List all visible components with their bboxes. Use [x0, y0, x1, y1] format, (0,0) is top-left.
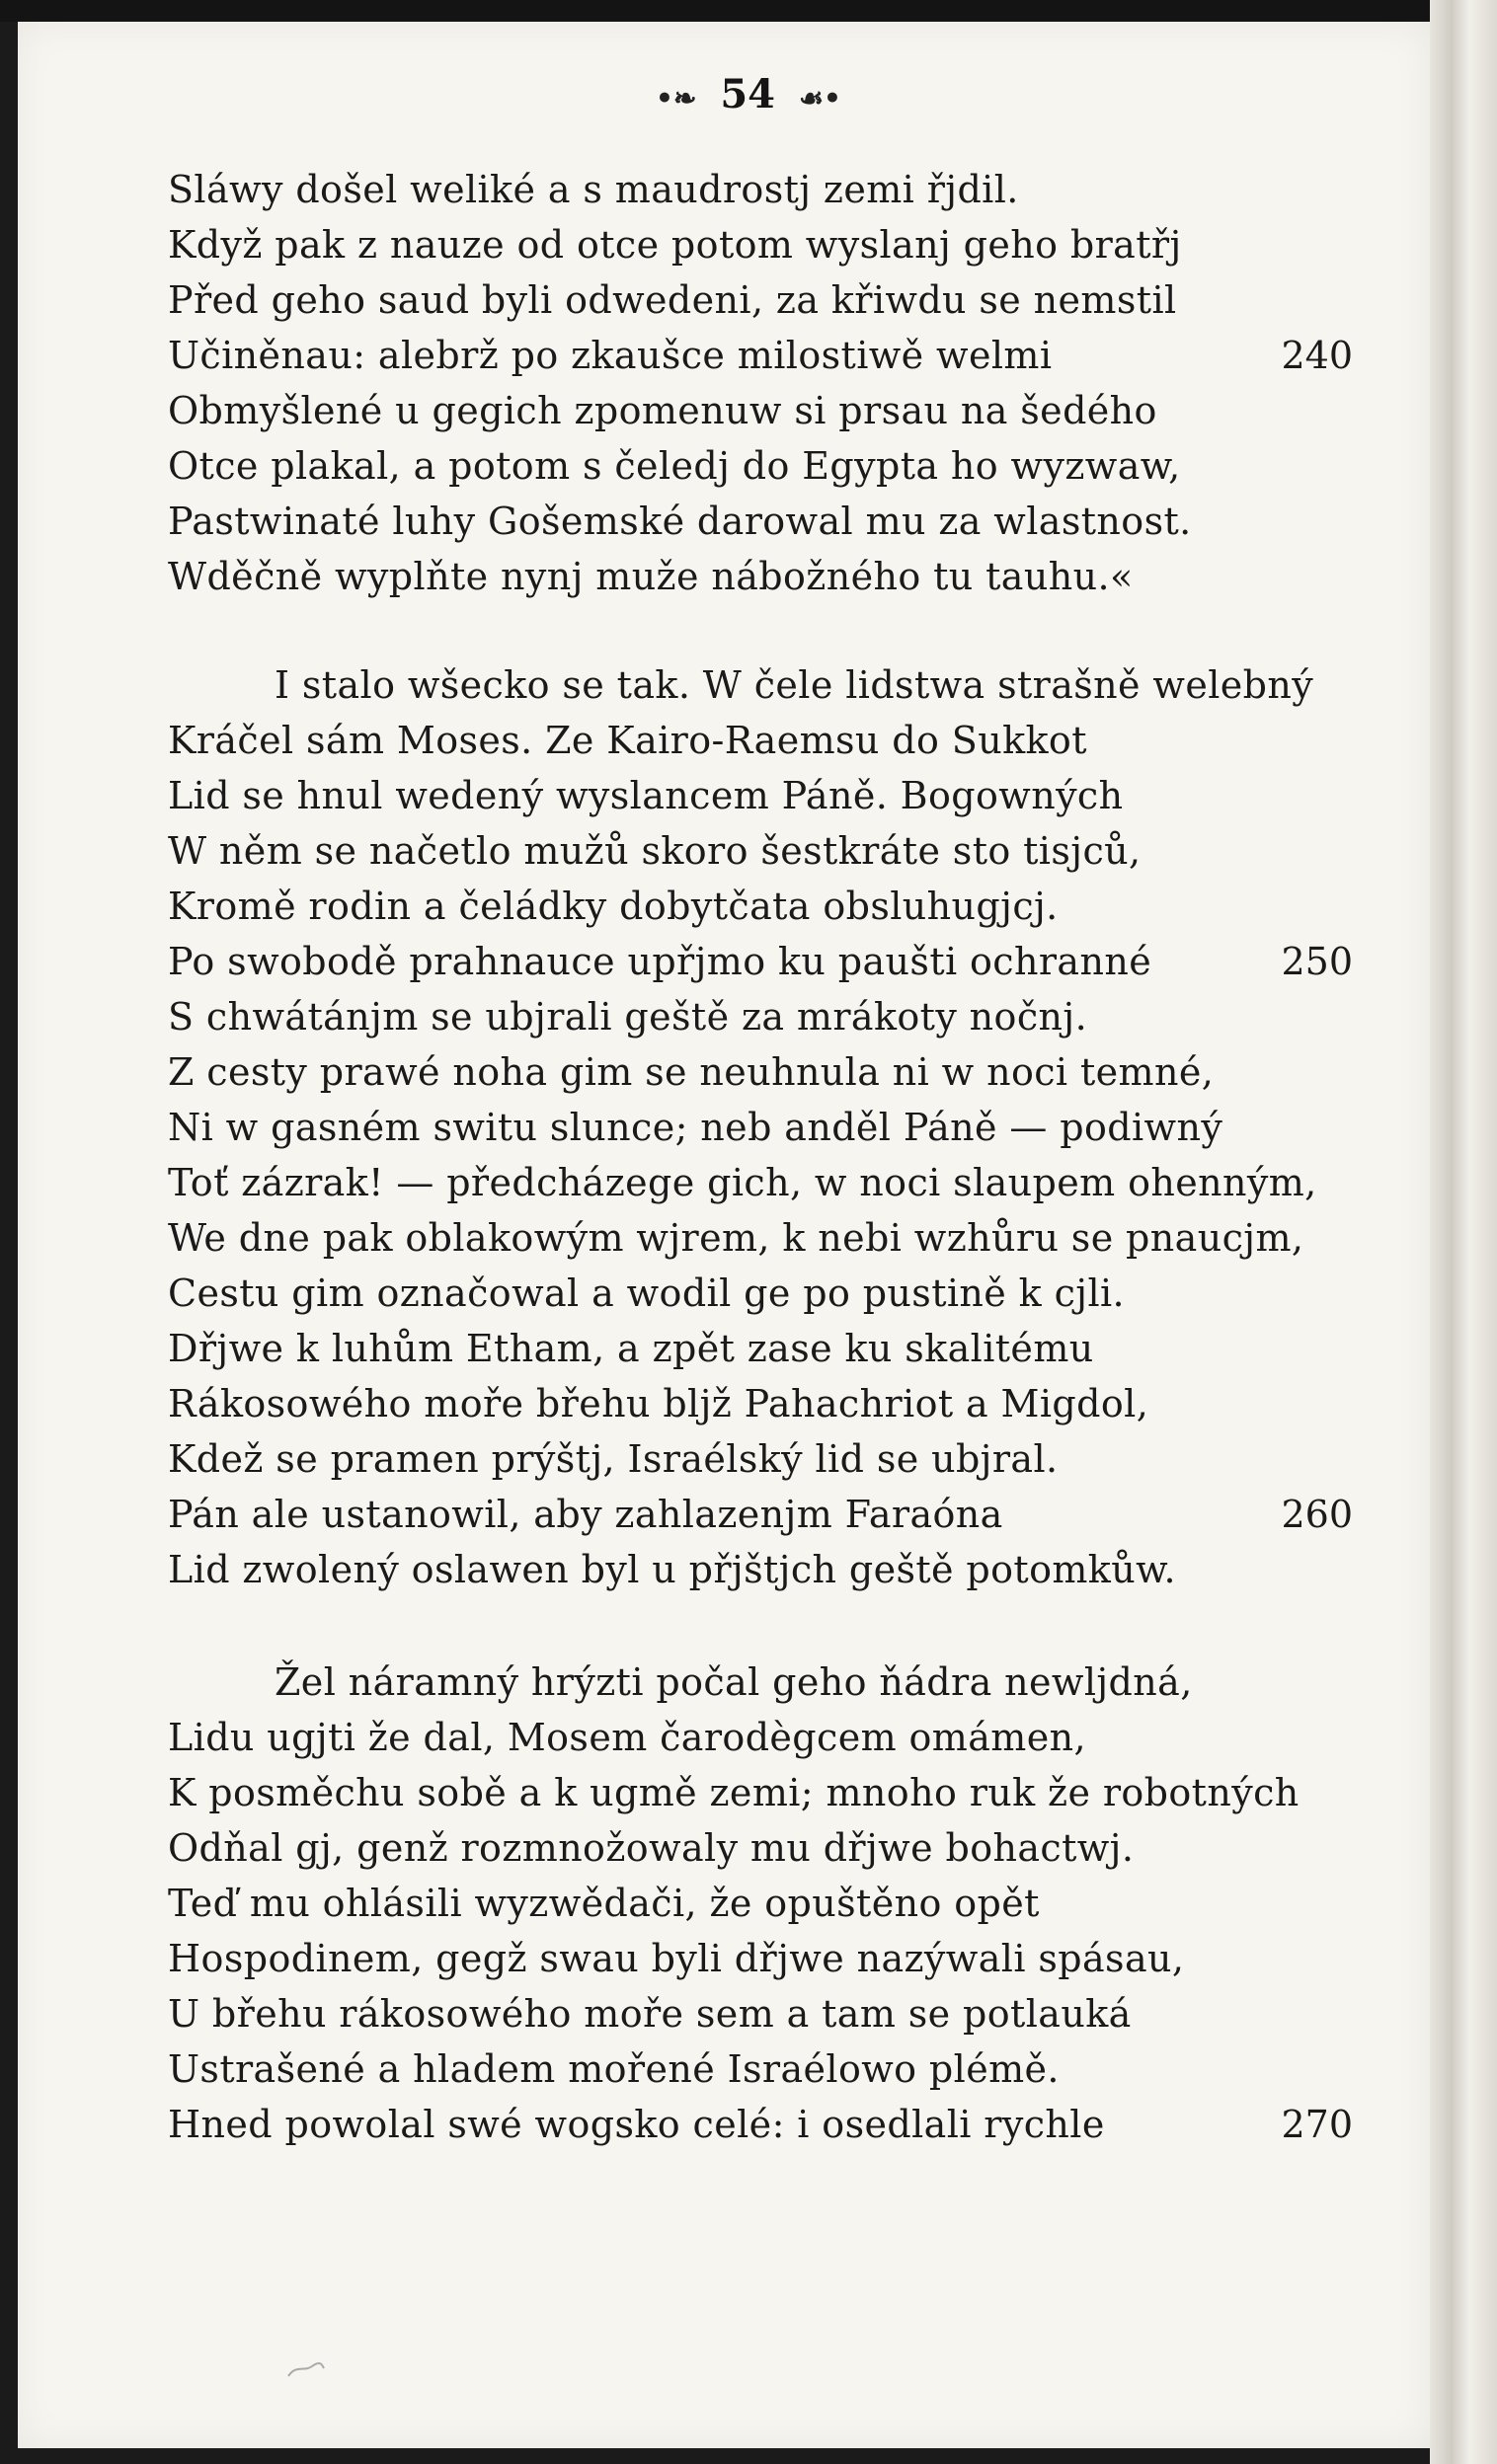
verse-line: U břehu rákosowého moře sem a tam se potlauká [168, 1992, 1132, 2036]
verse-line: Z cesty prawé noha gim se neuhnula ni w noci temné, [168, 1050, 1215, 1094]
verse-line: Sláwy došel weliké a s maudrostj zemi řjdil. [168, 168, 1019, 211]
verse-line: Otce plakal, a potom s čeledj do Egypta ho wyzwaw, [168, 444, 1181, 488]
verse-line: Kdež se pramen prýštj, Israélský lid se ubjral. [168, 1437, 1059, 1481]
verse-line: I stalo wšecko se tak. W čele lidstwa strašně welebný [275, 663, 1314, 707]
verse-line: W něm se načetlo mužů skoro šestkráte sto tisjců, [168, 829, 1142, 873]
verse-line: Pastwinaté luhy Gošemské darowal mu za wlastnost. [168, 500, 1192, 543]
line-number: 250 [1281, 940, 1353, 983]
verse-line: Kromě rodin a čeládky dobytčata obsluhugjcj. [168, 885, 1059, 928]
ornament-left-icon: •❧ [656, 81, 697, 115]
verse-line: Lid se hnul wedený wyslancem Páně. Bogowných [168, 774, 1124, 817]
verse-line: Když pak z nauze od otce potom wyslanj geho bratřj [168, 223, 1182, 267]
page-header [0, 71, 1497, 117]
verse-line: Pán ale ustanowil, aby zahlazenjm Faraóna [168, 1493, 1003, 1536]
verse-line: Odňal gj, genž rozmnožowaly mu dřjwe bohactwj. [168, 1826, 1135, 1870]
verse-line: K posměchu sobě a k ugmě zemi; mnoho ruk že robotných [168, 1771, 1300, 1814]
line-number: 270 [1281, 2103, 1353, 2146]
verse-line: Kráčel sám Moses. Ze Kairo-Raemsu do Sukkot [168, 719, 1087, 762]
verse-line: Wděčně wyplňte nynj muže nábožného tu tauhu.« [168, 555, 1134, 598]
verse-line: Žel náramný hrýzti počal geho ňádra newljdná, [275, 1660, 1193, 1704]
verse-line: Ustrašené a hladem mořené Israélowo plémě. [168, 2047, 1060, 2091]
verse-line: Cestu gim označowal a wodil ge po pustině k cjli. [168, 1271, 1126, 1315]
ink-smudge-mark [286, 2354, 326, 2376]
page-number: 54 [720, 71, 776, 117]
verse-line: Dřjwe k luhům Etham, a zpět zase ku skalitému [168, 1327, 1094, 1370]
ornament-right-icon: ☙• [798, 81, 841, 115]
verse-line: S chwátánjm se ubjrali geště za mrákoty nočnj. [168, 995, 1088, 1039]
verse-line: Rákosowého moře břehu bljž Pahachriot a Migdol, [168, 1382, 1149, 1425]
verse-line: We dne pak oblakowým wjrem, k nebi wzhůru se pnaucjm, [168, 1216, 1304, 1260]
verse-line: Před geho saud byli odwedeni, za křiwdu se nemstil [168, 278, 1177, 322]
verse-line: Ni w gasném switu slunce; neb anděl Páně — podiwný [168, 1106, 1223, 1149]
verse-line: Hned powolal swé wogsko celé: i osedlali rychle [168, 2103, 1105, 2146]
scan-top-border [0, 0, 1497, 22]
verse-line: Po swobodě prahnauce upřjmo ku paušti ochranné [168, 940, 1152, 983]
verse-line: Lid zwolený oslawen byl u přjštjch geště potomkůw. [168, 1548, 1177, 1591]
verse-line: Teď mu ohlásili wyzwědači, že opuštěno opět [168, 1882, 1040, 1925]
page-edge [1430, 0, 1497, 2464]
verse-line: Hospodinem, gegž swau byli dřjwe nazýwali spásau, [168, 1937, 1185, 1980]
verse-line: Toť zázrak! — předcházege gich, w noci slaupem ohenným, [168, 1161, 1317, 1204]
line-number: 260 [1281, 1493, 1353, 1536]
verse-line: Učiněnau: alebrž po zkaušce milostiwě welmi [168, 334, 1053, 377]
verse-line: Lidu ugjti že dal, Mosem čarodègcem omámen, [168, 1716, 1086, 1759]
verse-line: Obmyšlené u gegich zpomenuw si prsau na šedého [168, 389, 1157, 432]
line-number: 240 [1281, 334, 1353, 377]
